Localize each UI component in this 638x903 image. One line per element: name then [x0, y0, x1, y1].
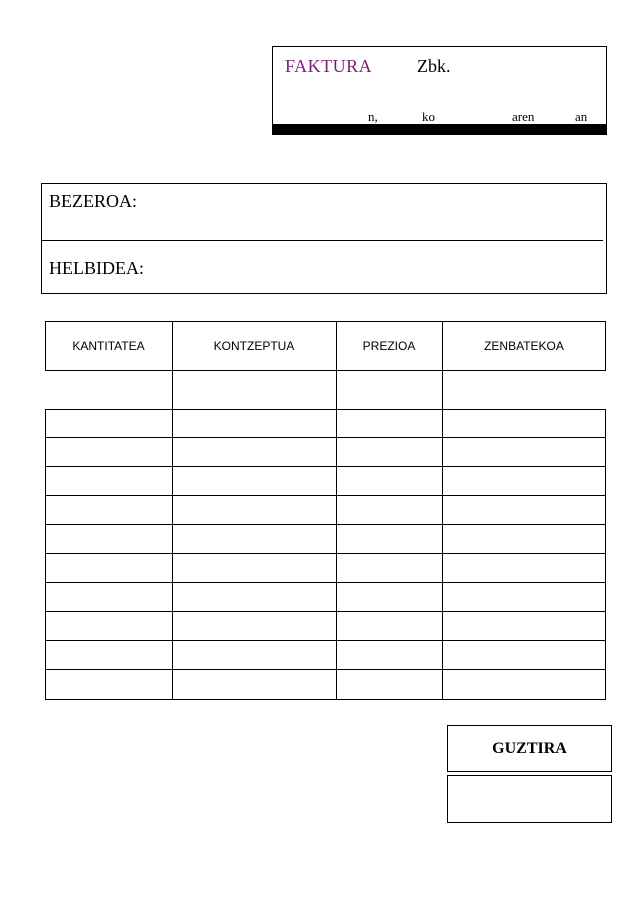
column-header-concept: KONTZEPTUA [213, 339, 295, 353]
column-divider [442, 371, 443, 410]
client-divider [41, 240, 603, 241]
table-row [45, 496, 606, 525]
table-row [45, 583, 606, 612]
column-divider [336, 409, 337, 700]
header-column-divider [172, 321, 173, 371]
table-row [45, 371, 606, 410]
total-value-box[interactable] [447, 775, 612, 823]
column-header-amount: ZENBATEKOA [484, 339, 564, 353]
table-body [45, 371, 606, 700]
column-header-quantity: KANTITATEA [72, 339, 145, 353]
client-label: BEZEROA: [49, 191, 137, 211]
table-row [45, 467, 606, 496]
address-label: HELBIDEA: [49, 258, 144, 278]
invoice-number-label: Zbk. [417, 56, 451, 76]
table-row [45, 554, 606, 583]
invoice-title: FAKTURA [285, 56, 373, 76]
column-divider [336, 371, 337, 410]
header-underline-bar [272, 124, 607, 135]
table-row [45, 670, 606, 700]
header-column-divider [442, 321, 443, 371]
table-row [45, 525, 606, 554]
table-row [45, 612, 606, 641]
header-column-divider [336, 321, 337, 371]
date-part-year: ko [422, 109, 435, 124]
column-divider [172, 409, 173, 700]
date-part-month: aren [512, 109, 535, 124]
total-label: GUZTIRA [492, 739, 567, 757]
column-divider [172, 371, 173, 410]
column-header-price: PREZIOA [362, 339, 416, 353]
date-part-day: an [575, 109, 588, 124]
table-row [45, 438, 606, 467]
column-divider [442, 409, 443, 700]
table-row [45, 409, 606, 438]
date-part-place: n, [368, 109, 378, 124]
table-row [45, 641, 606, 670]
